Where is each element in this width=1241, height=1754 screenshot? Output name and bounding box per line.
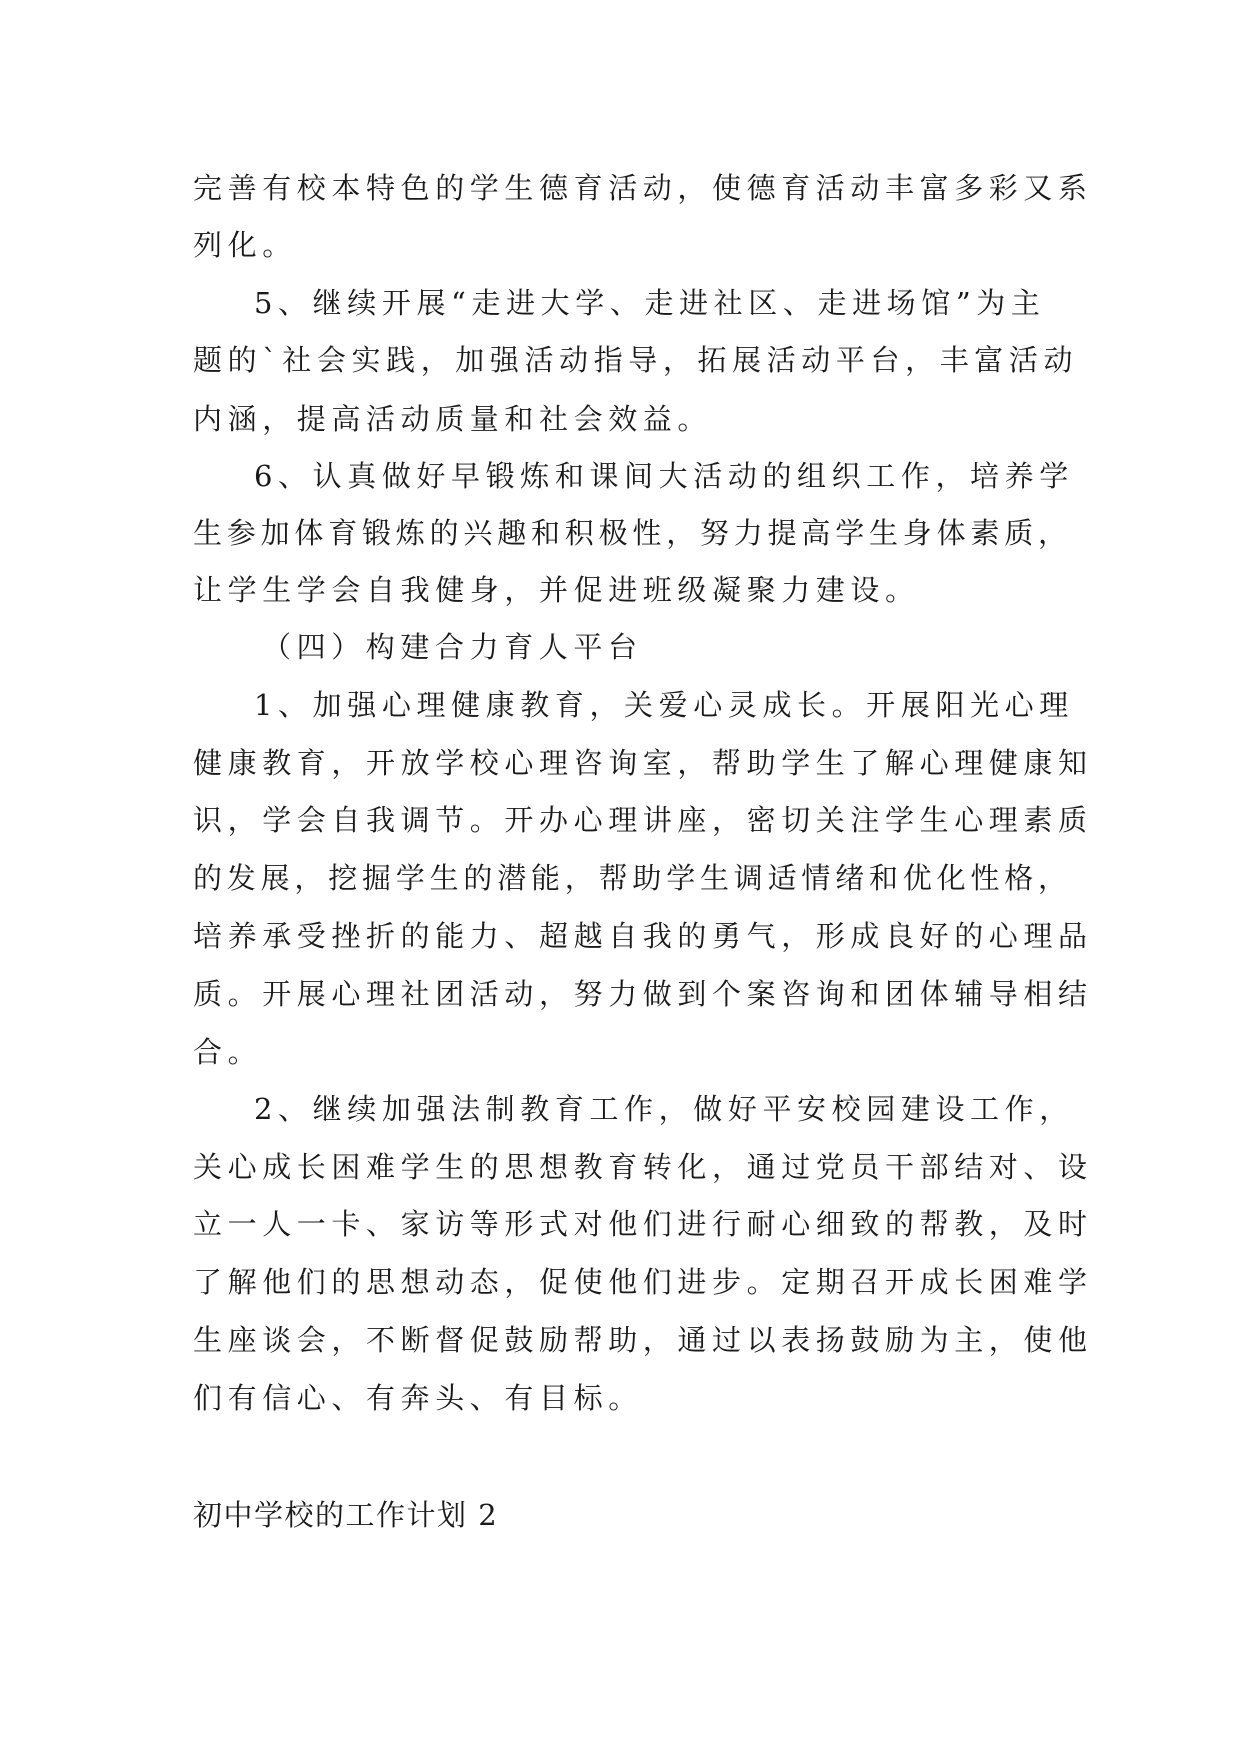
paragraph-line: 生座谈会，不断督促鼓励帮助，通过以表扬鼓励为主，使他 [193, 1323, 1093, 1357]
paragraph-line: 了解他们的思想动态，促使他们进步。定期召开成长困难学 [193, 1265, 1093, 1299]
section-heading: （四）构建合力育人平台 [262, 630, 643, 664]
paragraph-line: 5、继续开展“走进大学、走进社区、走进场馆”为主 [254, 286, 1046, 320]
paragraph-line: 内涵，提高活动质量和社会效益。 [193, 402, 713, 436]
paragraph-line: 列化。 [193, 228, 297, 262]
paragraph-line: 健康教育，开放学校心理咨询室，帮助学生了解心理健康知 [193, 746, 1093, 780]
section-title: 初中学校的工作计划 2 [193, 1498, 499, 1532]
paragraph-line: 合。 [193, 1035, 263, 1069]
paragraph-line: 关心成长困难学生的思想教育转化，通过党员干部结对、设 [193, 1150, 1093, 1184]
paragraph-line: 质。开展心理社团活动，努力做到个案咨询和团体辅导相结 [193, 977, 1093, 1011]
paragraph-line: 们有信心、有奔头、有目标。 [193, 1381, 643, 1415]
paragraph-line: 的发展，挖掘学生的潜能，帮助学生调适情绪和优化性格， [193, 861, 1072, 895]
paragraph-line: 生参加体育锻炼的兴趣和积极性，努力提高学生身体素质， [193, 516, 1072, 550]
paragraph-line: 识，学会自我调节。开办心理讲座，密切关注学生心理素质 [193, 803, 1093, 837]
paragraph-line: 让学生学会自我健身，并促进班级凝聚力建设。 [193, 573, 920, 607]
paragraph-line: 6、认真做好早锻炼和课间大活动的组织工作，培养学 [254, 459, 1074, 493]
paragraph-line: 立一人一卡、家访等形式对他们进行耐心细致的帮教，及时 [193, 1207, 1093, 1241]
paragraph-line: 题的`社会实践，加强活动指导，拓展活动平台，丰富活动 [193, 343, 1079, 377]
paragraph-line: 培养承受挫折的能力、超越自我的勇气，形成良好的心理品 [193, 919, 1093, 953]
paragraph-line: 1、加强心理健康教育，关爱心灵成长。开展阳光心理 [254, 688, 1074, 722]
paragraph-line: 完善有校本特色的学生德育活动，使德育活动丰富多彩又系 [193, 171, 1093, 205]
paragraph-line: 2、继续加强法制教育工作，做好平安校园建设工作， [254, 1092, 1074, 1126]
